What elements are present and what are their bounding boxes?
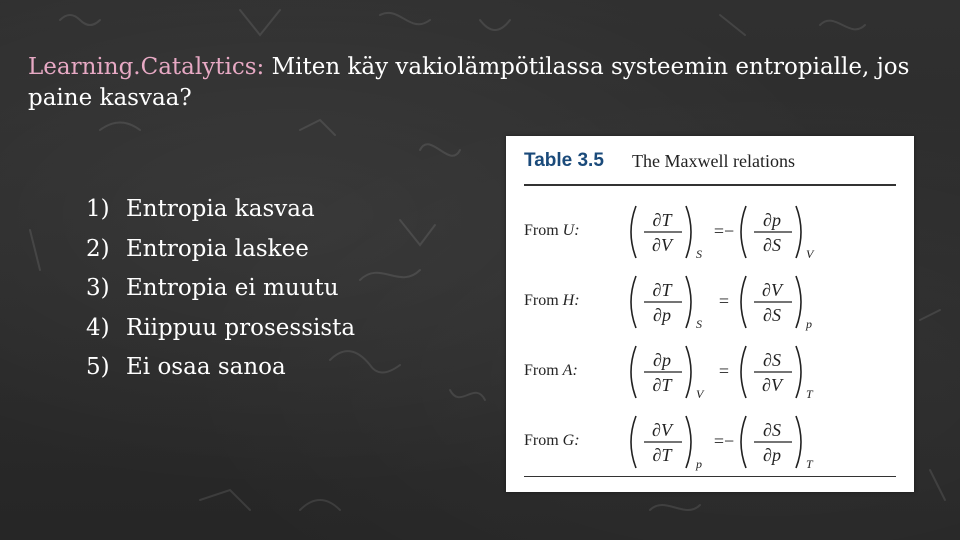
right-numerator: ∂p: [763, 210, 781, 230]
option-number: 3): [86, 275, 110, 301]
open-paren: [631, 276, 636, 328]
row-variable: A:: [562, 362, 578, 379]
row-variable: G:: [562, 432, 580, 449]
maxwell-row: [524, 202, 904, 262]
left-subscript: p: [696, 457, 702, 471]
row-variable: H:: [562, 292, 580, 309]
left-numerator: ∂T: [652, 210, 672, 230]
left-numerator: ∂T: [652, 280, 672, 300]
table-bottom-rule: [524, 476, 896, 477]
question-text: [28, 52, 928, 114]
close-paren: [686, 276, 691, 328]
equation-operator: =: [718, 291, 730, 311]
close-paren: [796, 416, 801, 468]
table-caption: The Maxwell relations: [632, 151, 795, 171]
right-numerator: ∂V: [762, 280, 782, 300]
maxwell-equation: [628, 342, 908, 402]
option-number: 5): [86, 354, 110, 380]
right-subscript: V: [806, 247, 814, 261]
open-paren: [741, 206, 746, 258]
equation-operator: =−: [713, 431, 735, 451]
left-numerator: ∂V: [652, 420, 672, 440]
row-label: [524, 362, 578, 380]
answer-option: [86, 230, 355, 270]
table-number: Table 3.5: [524, 150, 604, 171]
maxwell-equation: [628, 202, 908, 262]
option-label: Ei osaa sanoa: [126, 354, 286, 380]
close-paren: [686, 416, 691, 468]
open-paren: [741, 346, 746, 398]
row-label: [524, 222, 580, 240]
answer-option: [86, 348, 355, 388]
option-label: Riippuu prosessista: [126, 314, 356, 341]
right-denominator: ∂S: [763, 305, 781, 325]
row-from: From: [524, 292, 559, 309]
maxwell-equation: [628, 272, 908, 332]
table-top-rule: [524, 184, 896, 186]
left-denominator: ∂T: [652, 445, 672, 465]
option-number: 4): [86, 314, 110, 341]
left-subscript: V: [696, 387, 704, 401]
close-paren: [686, 346, 691, 398]
row-from: From: [524, 222, 559, 239]
option-label: Entropia ei muutu: [126, 275, 339, 301]
right-numerator: ∂S: [763, 350, 781, 370]
right-denominator: ∂p: [763, 445, 781, 465]
equation-operator: =−: [713, 221, 735, 241]
answer-option: [86, 190, 355, 230]
right-numerator: ∂S: [763, 420, 781, 440]
maxwell-row: [524, 412, 904, 472]
maxwell-equation: [628, 412, 908, 472]
option-label: Entropia kasvaa: [126, 196, 315, 222]
question-prefix: Learning.Catalytics:: [28, 54, 265, 80]
maxwell-row: [524, 342, 904, 402]
left-subscript: S: [696, 317, 702, 331]
option-label: Entropia laskee: [126, 235, 309, 262]
open-paren: [741, 416, 746, 468]
answer-option: [86, 269, 355, 309]
option-number: 1): [86, 196, 110, 222]
left-denominator: ∂V: [652, 235, 672, 255]
open-paren: [631, 206, 636, 258]
option-number: 2): [86, 235, 110, 262]
row-from: From: [524, 432, 559, 449]
right-subscript: T: [806, 457, 813, 471]
row-label: [524, 432, 580, 450]
close-paren: [796, 276, 801, 328]
close-paren: [796, 346, 801, 398]
open-paren: [741, 276, 746, 328]
row-label: [524, 292, 580, 310]
row-from: From: [524, 362, 559, 379]
open-paren: [631, 346, 636, 398]
right-denominator: ∂V: [762, 375, 782, 395]
question-body: Miten käy vakiolämpötilassa systeemin entropialle, jos paine kasvaa?: [28, 54, 910, 111]
maxwell-relations-table: [506, 136, 914, 492]
maxwell-row: [524, 272, 904, 332]
close-paren: [686, 206, 691, 258]
right-denominator: ∂S: [763, 235, 781, 255]
right-subscript: p: [806, 317, 812, 331]
left-denominator: ∂T: [652, 375, 672, 395]
answer-option: [86, 309, 355, 349]
equation-operator: =: [718, 361, 730, 381]
row-variable: U:: [562, 222, 580, 239]
open-paren: [631, 416, 636, 468]
close-paren: [796, 206, 801, 258]
right-subscript: T: [806, 387, 813, 401]
left-numerator: ∂p: [653, 350, 671, 370]
answer-options: [86, 190, 355, 388]
left-denominator: ∂p: [653, 305, 671, 325]
left-subscript: S: [696, 247, 702, 261]
